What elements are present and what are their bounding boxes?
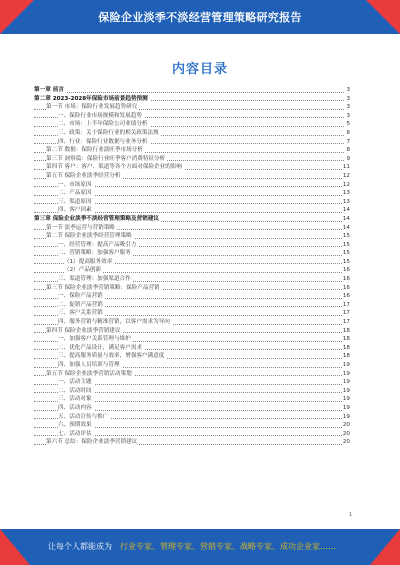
toc-entry-page: 15 — [342, 258, 350, 265]
toc-entry-title: 四、客户因素 — [58, 207, 92, 214]
toc-entry-title: 第二节 数据：保险行业淡旺季市场分析 — [46, 147, 143, 154]
toc-entry-page: 19 — [342, 413, 350, 420]
report-header — [0, 0, 400, 34]
toc-entry-title: 二、促销产品营销 — [58, 301, 103, 308]
toc-entry[interactable] — [34, 224, 350, 233]
toc-entry[interactable] — [34, 421, 350, 430]
toc-entry-title: 七、活动评估 — [58, 430, 92, 437]
toc-entry[interactable] — [34, 309, 350, 318]
footer-left-accent — [0, 529, 30, 565]
table-of-contents — [34, 86, 350, 447]
toc-entry-title: 二、市场：上半年保险公司业绩分析 — [58, 121, 148, 128]
toc-entry-page: 3 — [346, 87, 350, 93]
toc-entry[interactable] — [34, 95, 350, 104]
toc-entry-title: 一、活动主题 — [58, 379, 92, 386]
toc-entry[interactable] — [34, 146, 350, 155]
toc-entry-page: 15 — [342, 241, 350, 248]
toc-entry-page: 13 — [342, 190, 350, 197]
toc-entry-title: 三、提高服务质量与效率，增强客户满意度 — [58, 353, 165, 360]
toc-heading: 内容目录 — [171, 62, 228, 77]
toc-entry-page: 20 — [342, 439, 350, 446]
toc-entry-title: 第三章 保险企业淡季不淡经营管理策略及营销建议 — [34, 215, 160, 222]
toc-entry-title: 二、优化产品设计，满足客户需求 — [58, 344, 142, 351]
toc-entry[interactable] — [34, 275, 350, 284]
toc-entry-page: 3 — [346, 104, 350, 111]
toc-entry-title: 二、营销策略：加强客户服务 — [58, 250, 131, 257]
toc-entry-title: 第三节 洞察篇：保险行业旺季客户消费特征分析 — [46, 155, 166, 162]
toc-entry-page: 20 — [342, 430, 350, 437]
toc-entry[interactable] — [34, 370, 350, 379]
toc-entry-page: 3 — [346, 112, 350, 119]
toc-entry[interactable] — [34, 335, 350, 344]
toc-entry[interactable] — [34, 241, 350, 250]
toc-entry-page: 5 — [346, 121, 350, 128]
toc-entry-title: 第一节 市场：保险行业发展趋势研究 — [46, 104, 138, 111]
toc-entry-page: 3 — [346, 95, 350, 102]
toc-entry-title: 一、经营管理：提高产品吸引力 — [58, 241, 137, 248]
toc-entry[interactable] — [34, 112, 350, 121]
toc-entry[interactable] — [34, 172, 350, 181]
toc-entry-page: 19 — [342, 396, 350, 403]
toc-entry-page: 8 — [346, 147, 350, 154]
toc-entry[interactable] — [34, 352, 350, 361]
toc-entry-title: （2）产品创新 — [64, 267, 102, 274]
toc-entry-page: 18 — [342, 327, 350, 334]
toc-entry-page: 12 — [342, 172, 350, 179]
toc-entry-title: 第三节 保险企业淡季营销策略：保险产品营销 — [46, 284, 160, 291]
toc-entry-page: 17 — [342, 301, 350, 308]
toc-entry[interactable] — [34, 318, 350, 327]
toc-entry[interactable] — [34, 138, 350, 147]
toc-entry-title: 四、服务营销与精准营销，以客户需求为导向 — [58, 319, 170, 326]
toc-entry[interactable] — [34, 155, 350, 164]
toc-entry-page: 9 — [346, 155, 350, 162]
footer-slogan-lead: 让每个人都能成为 — [48, 542, 112, 551]
toc-entry-title: 三、活动对象 — [58, 396, 92, 403]
toc-entry-page: 18 — [342, 344, 350, 351]
toc-entry[interactable] — [34, 163, 350, 172]
toc-entry-page: 7 — [346, 138, 350, 145]
toc-entry[interactable] — [34, 129, 350, 138]
toc-entry-page: 6 — [346, 129, 350, 136]
toc-entry[interactable] — [34, 189, 350, 198]
toc-entry-page: 15 — [342, 233, 350, 240]
toc-entry-title: （1）提高服务效率 — [64, 258, 113, 265]
toc-entry[interactable] — [34, 181, 350, 190]
toc-entry[interactable] — [34, 413, 350, 422]
toc-entry-title: 第四节 保险企业淡季营销建议 — [46, 327, 121, 334]
report-footer — [0, 529, 400, 565]
toc-entry-page: 19 — [342, 387, 350, 394]
toc-entry-page: 14 — [342, 215, 350, 222]
footer-right-accent — [370, 529, 400, 565]
toc-entry[interactable] — [34, 404, 350, 413]
footer-slogan-list: 行业专家、管理专家、营销专家、战略专家、成功企业家…… — [120, 542, 336, 551]
toc-entry-title: 三、政策：关于保险行业的相关政策法规 — [58, 129, 159, 136]
toc-entry[interactable] — [34, 344, 350, 353]
toc-entry-title: 第六节 总结：保险企业淡季营销建议 — [46, 439, 138, 446]
toc-entry-title: 四、行业：保险行业数据与业务分析 — [58, 138, 148, 145]
toc-entry[interactable] — [34, 361, 350, 370]
toc-entry-title: 第四节 客户：客户、渠道等各个方面对保险企业的影响 — [46, 164, 183, 171]
toc-entry-page: 14 — [342, 224, 350, 231]
toc-entry[interactable] — [34, 103, 350, 112]
toc-entry-page: 15 — [342, 250, 350, 257]
toc-entry-title: 第二节 保险企业淡季经营管理策略 — [46, 233, 132, 240]
toc-entry-title: 一、加强客户关系管理与维护 — [58, 336, 131, 343]
toc-entry-title: 一、市场原因 — [58, 181, 92, 188]
toc-entry[interactable] — [34, 378, 350, 387]
toc-entry[interactable] — [34, 232, 350, 241]
toc-entry[interactable] — [34, 215, 350, 224]
toc-entry-page: 12 — [342, 181, 350, 188]
toc-entry-title: 一、保险产品营销 — [58, 293, 103, 300]
toc-entry-page: 14 — [342, 207, 350, 214]
toc-entry-title: 第一章 前言 — [34, 87, 64, 93]
toc-entry[interactable] — [34, 387, 350, 396]
toc-entry-title: 六、预期效果 — [58, 422, 92, 429]
toc-entry[interactable] — [34, 327, 350, 336]
toc-entry[interactable] — [34, 438, 350, 447]
toc-entry[interactable] — [34, 206, 350, 215]
toc-entry[interactable] — [34, 198, 350, 207]
toc-entry[interactable] — [34, 284, 350, 293]
toc-entry[interactable] — [34, 266, 350, 275]
toc-entry-page: 17 — [342, 310, 350, 317]
toc-entry-title: 第一节 淡季运营与营销策略 — [46, 224, 115, 231]
toc-entry[interactable] — [34, 301, 350, 310]
toc-entry-page: 16 — [342, 284, 350, 291]
toc-entry-title: 第二章 2023-2028年保险市场前景趋势预测 — [34, 95, 148, 102]
toc-entry-page: 20 — [342, 422, 350, 429]
toc-entry[interactable] — [34, 258, 350, 267]
toc-entry-title: 第五节 保险企业淡季经营分析 — [46, 172, 121, 179]
toc-entry-title: 五、活动宣传与推广 — [58, 413, 109, 420]
toc-entry-page: 19 — [342, 379, 350, 386]
toc-entry[interactable] — [34, 249, 350, 258]
toc-entry-page: 19 — [342, 370, 350, 377]
toc-entry-title: 三、渠道管理：加强渠道合作 — [58, 276, 131, 283]
report-title: 保险企业淡季不淡经营管理策略研究报告 — [98, 11, 302, 24]
toc-entry-page: 16 — [342, 276, 350, 283]
toc-entry-page: 19 — [342, 362, 350, 368]
toc-entry[interactable] — [34, 395, 350, 404]
toc-entry-title: 三、客户关系营销 — [58, 310, 103, 317]
toc-entry[interactable] — [34, 430, 350, 439]
toc-entry-page: 17 — [342, 319, 350, 326]
toc-entry-title: 三、渠道原因 — [58, 198, 92, 205]
toc-entry-page: 13 — [342, 198, 350, 205]
toc-entry-page: 16 — [342, 267, 350, 274]
toc-entry[interactable] — [34, 86, 350, 95]
toc-entry[interactable] — [34, 292, 350, 301]
toc-entry[interactable] — [34, 120, 350, 129]
toc-entry-title: 四、活动内容 — [58, 404, 92, 411]
toc-entry-title: 四、加强人员培训与管理 — [58, 362, 120, 368]
toc-entry-title: 二、产品原因 — [58, 190, 92, 197]
toc-entry-page: 16 — [342, 293, 350, 300]
toc-entry-page: 11 — [342, 164, 350, 171]
toc-entry-page: 19 — [342, 404, 350, 411]
toc-entry-page: 18 — [342, 336, 350, 343]
toc-entry-title: 二、活动时间 — [58, 387, 92, 394]
toc-leader-dots — [34, 92, 344, 93]
toc-entry-title: 第五节 保险企业淡季营销活动策划 — [46, 370, 132, 377]
page-number: 1 — [348, 512, 352, 518]
toc-entry-page: 18 — [342, 353, 350, 360]
toc-entry-title: 一、保险行业市场规模和发展趋势 — [58, 112, 142, 119]
